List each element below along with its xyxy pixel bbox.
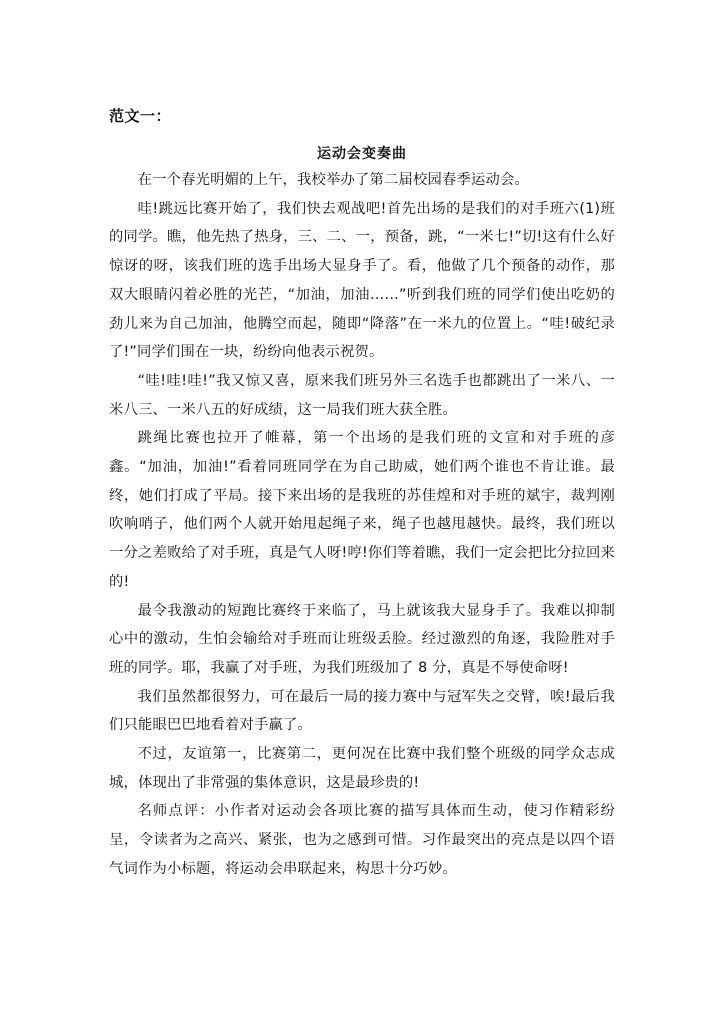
paragraph-sprint: 最令我激动的短跑比赛终于来临了，马上就该我大显身手了。我难以抑制心中的激动，生怕会输给对手班而让班级丢脸。经过激烈的角逐，我险胜对手班的同学。耶，我赢了对手班，为我们班级加了 8 分，真是不辱使命呀!	[109, 602, 615, 676]
essay-body	[109, 166, 615, 884]
paragraph-long-jump: 哇!跳远比赛开始了，我们快去观战吧!首先出场的是我们的对手班六(1)班的同学。瞧，他先热了热身，三、二、一，预备，跳，“一米七!”切!这有什么好惊讶的呀，该我们班的选手出场大显身手了。看，他做了几个预备的动作，那双大眼睛闪着必胜的光芒，“加油，加油……”听到我们班的同学们使出吃奶的劲儿来为自己加油，他腾空而起，随即“降落”在一米九的位置上。“哇!破纪录了!”同学们围在一块，纷纷向他表示祝贺。	[109, 200, 615, 361]
paragraph-jump-rope: 跳绳比赛也拉开了帷幕，第一个出场的是我们班的文宣和对手班的彦鑫。“加油，加油!”看着同班同学在为自己助威，她们两个谁也不肯让谁。最终，她们打成了平局。接下来出场的是我班的苏佳煌和对手班的斌宇，裁判刚吹响哨子，他们两个人就开始甩起绳子来，绳子也越甩越快。最终，我们班以一分之差败给了对手班，真是气人呀!哼!你们等着瞧，我们一定会把比分拉回来的!	[109, 430, 615, 590]
section-label: 范文一：	[109, 107, 172, 125]
paragraph-intro: 在一个春光明媚的上午，我校举办了第二届校园春季运动会。	[137, 172, 530, 188]
paragraph-conclusion: 不过，友谊第一，比赛第二，更何况在比赛中我们整个班级的同学众志成城，体现出了非常强的集体意识，这是最珍贵的!	[109, 746, 615, 791]
paragraph-teacher-comment: 名师点评：小作者对运动会各项比赛的描写具体而生动，使习作精彩纷呈，令读者为之高兴、紧张，也为之感到可惜。习作最突出的亮点是以四个语气词作为小标题，将运动会串联起来，构思十分巧妙。	[109, 803, 615, 877]
paragraph-long-jump-result: “哇!哇!哇!”我又惊又喜，原来我们班另外三名选手也都跳出了一米八、一米八三、一米八五的好成绩，这一局我们班大获全胜。	[109, 372, 615, 418]
paragraph-relay: 我们虽然都很努力，可在最后一局的接力赛中与冠军失之交臂，唉!最后我们只能眼巴巴地看着对手赢了。	[109, 688, 615, 734]
essay-title: 运动会变奏曲	[317, 146, 407, 162]
